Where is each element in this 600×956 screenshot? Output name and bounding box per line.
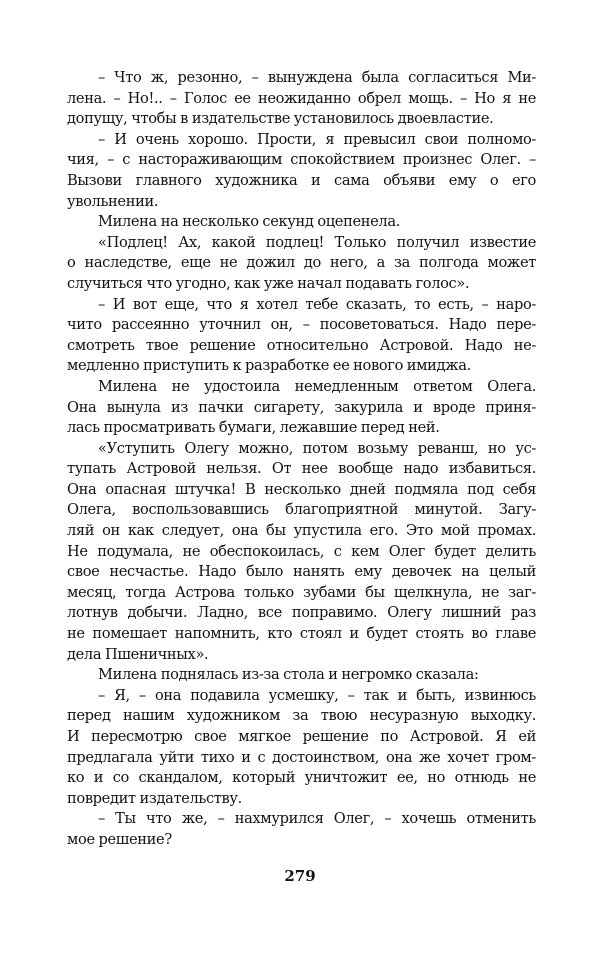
text-line: допущу, чтобы в издательстве установилось двоевластие. <box>67 110 494 128</box>
text-line: – И очень хорошо. Прости, я превысил свои полномо- <box>98 130 536 148</box>
text-line: чия, – с настораживающим спокойствием произнес Олег. – <box>67 151 536 169</box>
text-line: лотнув добычи. Ладно, все поправимо. Олегу лишний раз <box>67 604 536 622</box>
text-line: повредит издательству. <box>67 789 242 807</box>
text-line: предлагала уйти тихо и с достоинством, она же хочет гром- <box>67 748 536 766</box>
text-line: случиться что угодно, как уже начал подавать голос». <box>67 274 470 292</box>
text-line: не помешает напомнить, кто стоял и будет стоять во главе <box>67 625 536 643</box>
text-line: тупать Астровой нельзя. От нее вообще надо избавиться. <box>67 460 536 478</box>
body-text <box>67 68 536 851</box>
text-line: И пересмотрю свое мягкое решение по Астровой. Я ей <box>67 728 536 745</box>
text-line: Милена не удостоила немедленным ответом Олега. <box>98 377 536 395</box>
text-line: Олега, воспользовавшись благоприятной минутой. Загу- <box>67 501 536 519</box>
text-line: свое несчастье. Надо было нанять ему девочек на целый <box>67 563 536 581</box>
text-line: увольнении. <box>67 192 159 210</box>
text-line: – И вот еще, что я хотел тебе сказать, то есть, – наро- <box>98 295 536 313</box>
text-line: Милена поднялась из-за стола и негромко сказала: <box>98 666 479 684</box>
text-line: перед нашим художником за твою несуразную выходку. <box>67 707 536 725</box>
text-line: о наследстве, еще не дожил до него, а за полгода может <box>67 254 536 272</box>
text-line: – Я, – она подавила усмешку, – так и быть, извинюсь <box>98 686 536 704</box>
page-number: 279 <box>284 867 316 885</box>
text-line: мое решение? <box>67 830 172 848</box>
text-line: месяц, тогда Астрова только зубами бы щелкнула, не заг- <box>67 583 536 601</box>
text-line: Она вынула из пачки сигарету, закурила и вроде приня- <box>67 398 536 416</box>
text-line: «Подлец! Ах, какой подлец! Только получил известие <box>98 233 536 251</box>
text-line: лена. – Но!.. – Голос ее неожиданно обрел мощь. – Но я не <box>67 89 536 107</box>
text-line: – Ты что же, – нахмурился Олег, – хочешь отменить <box>98 810 536 828</box>
text-line: дела Пшеничных». <box>67 645 209 663</box>
text-line: Милена на несколько секунд оцепенела. <box>98 213 400 231</box>
text-line: Не подумала, не обеспокоилась, с кем Олег будет делить <box>67 542 536 560</box>
text-line: смотреть твое решение относительно Астровой. Надо не- <box>67 336 536 354</box>
text-line: – Что ж, резонно, – вынуждена была согласиться Ми- <box>98 69 536 86</box>
text-line: Она опасная штучка! В несколько дней подмяла под себя <box>67 480 536 498</box>
text-line: чито рассеянно уточнил он, – посоветоваться. Надо пере- <box>67 316 536 334</box>
text-line: ко и со скандалом, который уничтожит ее, но отнюдь не <box>67 769 536 787</box>
text-line: медленно приступить к разработке ее нового имиджа. <box>67 357 471 375</box>
text-line: «Уступить Олегу можно, потом возьму реванш, но ус- <box>98 439 536 457</box>
text-line: ляй он как следует, она бы упустила его. Это мой промах. <box>67 522 536 540</box>
text-line: лась просматривать бумаги, лежавшие перед ней. <box>67 419 440 437</box>
text-line: Вызови главного художника и сама объяви ему о его <box>67 171 536 189</box>
